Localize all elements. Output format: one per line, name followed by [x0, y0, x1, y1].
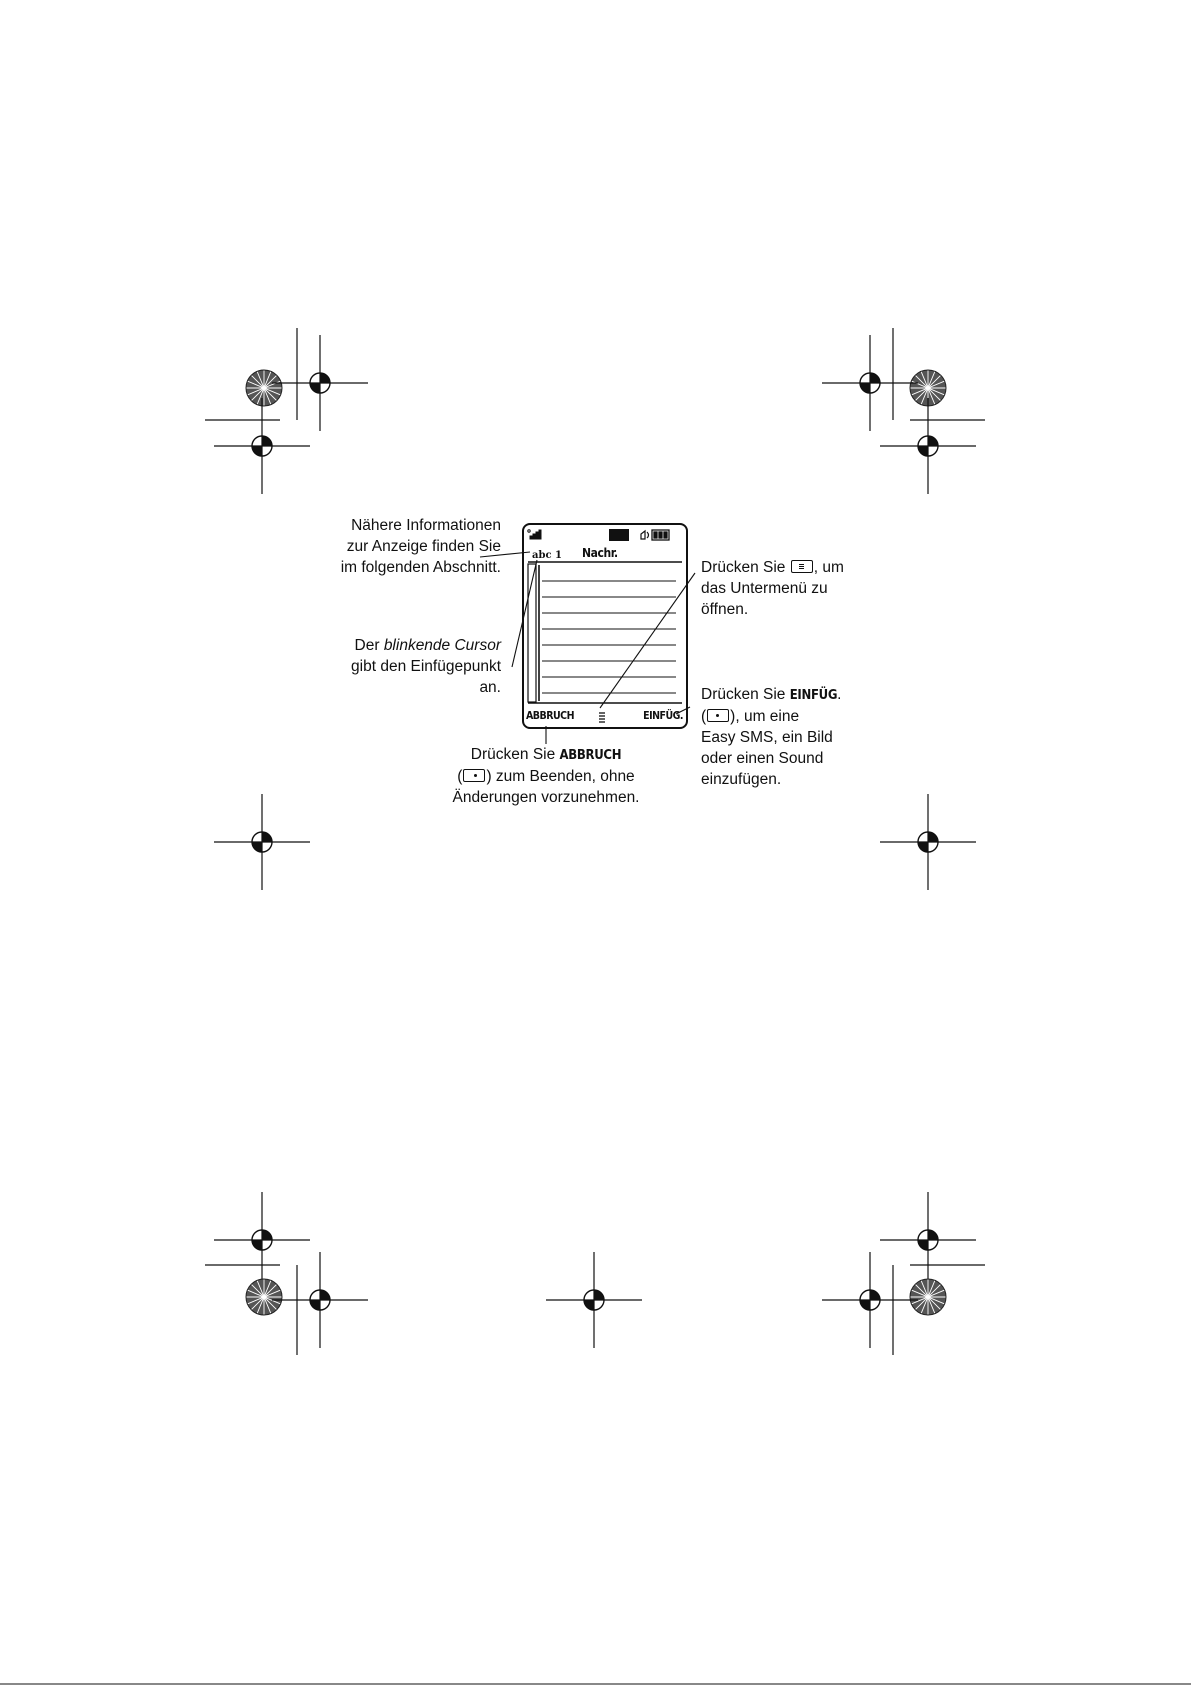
callout-text: . [837, 686, 842, 703]
callout-text: Drücken Sie [701, 559, 790, 576]
callout-text: Drücken Sie [470, 746, 560, 763]
callout-submenu [701, 557, 844, 620]
callout-emphasis: blinkende Cursor [383, 637, 501, 654]
callout-line [701, 684, 841, 706]
callout-line: Easy SMS, ein Bild [701, 729, 833, 746]
screen-title: Nachr. [582, 546, 618, 560]
callout-cancel [426, 744, 666, 808]
leader-insert [676, 707, 690, 714]
right-softkey-icon [707, 709, 729, 722]
softkey-left[interactable]: ABBRUCH [526, 710, 574, 722]
input-mode-indicator: abc 1 [532, 550, 562, 561]
left-softkey-icon [463, 769, 485, 782]
callout-line: öffnen. [701, 601, 749, 618]
callout-text: ( [457, 768, 463, 785]
callout-line: im folgenden Abschnitt. [340, 559, 501, 576]
callout-line: an. [479, 679, 501, 696]
callout-line: oder einen Sound [701, 750, 824, 767]
callout-line: das Untermenü zu [701, 580, 828, 597]
callout-keyword: ABBRUCH [559, 748, 622, 763]
callout-display-info [341, 515, 501, 578]
callout-insert [701, 684, 841, 790]
leader-cursor [512, 560, 537, 667]
callout-line: gibt den Einfügepunkt [351, 658, 501, 675]
callout-line [426, 766, 666, 787]
callout-line: einzufügen. [701, 771, 782, 788]
callout-text: Der [354, 637, 384, 654]
callout-text: ), um eine [730, 708, 800, 725]
menu-key-icon [791, 560, 813, 573]
callout-text: ) zum Beenden, ohne [486, 768, 635, 785]
softkey-right[interactable]: EINFÜG. [643, 710, 683, 722]
callout-line [351, 635, 501, 656]
callout-line: zur Anzeige finden Sie [346, 538, 501, 555]
callout-text: , um [813, 559, 844, 576]
callout-line: Änderungen vorzunehmen. [452, 789, 640, 806]
callout-line [426, 744, 666, 766]
callout-text: Drücken Sie [701, 686, 790, 703]
callout-keyword: EINFÜG [789, 688, 838, 703]
callout-line: Nähere Informationen [351, 517, 501, 534]
leader-submenu [600, 573, 695, 708]
callout-text: ( [701, 708, 707, 725]
callout-cursor [351, 635, 501, 698]
callout-line [701, 706, 841, 727]
callout-line [701, 557, 844, 578]
